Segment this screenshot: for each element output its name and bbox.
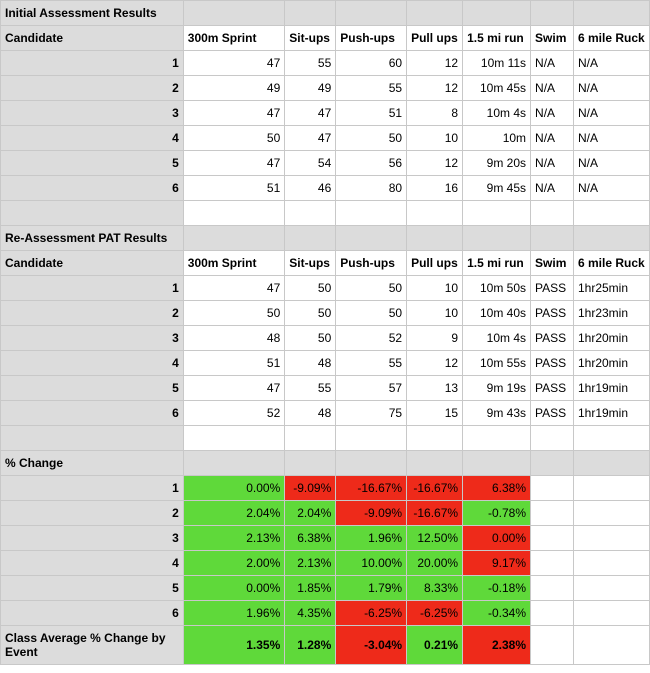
reassess-cell[interactable]: 10m 50s: [463, 276, 531, 301]
change-row: [1, 501, 650, 526]
candidate-number[interactable]: 5: [1, 576, 184, 601]
empty-cell[interactable]: [1, 201, 184, 226]
empty-cell[interactable]: [573, 626, 649, 665]
spacer-row: [1, 426, 650, 451]
change-cell[interactable]: 2.13%: [183, 526, 285, 551]
initial-cell[interactable]: N/A: [573, 51, 649, 76]
empty-cell[interactable]: [531, 426, 574, 451]
candidate-number[interactable]: 5: [1, 151, 184, 176]
initial-cell[interactable]: 9m 45s: [463, 176, 531, 201]
initial-row: [1, 176, 650, 201]
change-cell[interactable]: 2.13%: [285, 551, 336, 576]
empty-cell[interactable]: [183, 226, 285, 251]
empty-cell[interactable]: [573, 1, 649, 26]
empty-cell[interactable]: [183, 1, 285, 26]
empty-cell[interactable]: [407, 1, 463, 26]
change-cell[interactable]: -0.34%: [463, 601, 531, 626]
change-cell[interactable]: 0.00%: [183, 476, 285, 501]
reassess-cell[interactable]: 10m 40s: [463, 301, 531, 326]
initial-cell[interactable]: N/A: [531, 51, 574, 76]
reassess-cell[interactable]: 52: [183, 401, 285, 426]
change-row: [1, 526, 650, 551]
change-title[interactable]: % Change: [1, 451, 184, 476]
candidate-number[interactable]: 1: [1, 276, 184, 301]
initial-cell[interactable]: N/A: [531, 76, 574, 101]
empty-cell[interactable]: [407, 201, 463, 226]
initial-cell[interactable]: 10m: [463, 126, 531, 151]
reassess-cell[interactable]: 10: [407, 301, 463, 326]
initial-cell[interactable]: 10m 4s: [463, 101, 531, 126]
reassess-cell[interactable]: 1hr19min: [573, 376, 649, 401]
reassess-cell[interactable]: 10m 55s: [463, 351, 531, 376]
reassess-cell[interactable]: 13: [407, 376, 463, 401]
initial-cell[interactable]: 55: [336, 76, 407, 101]
reassess-cell[interactable]: 15: [407, 401, 463, 426]
empty-cell[interactable]: [573, 226, 649, 251]
reassess-cell[interactable]: 52: [336, 326, 407, 351]
reassess-cell[interactable]: 1hr20min: [573, 326, 649, 351]
initial-cell[interactable]: N/A: [573, 76, 649, 101]
reassess-header-2[interactable]: Sit-ups: [285, 251, 336, 276]
reassess-cell[interactable]: 1hr20min: [573, 351, 649, 376]
initial-cell[interactable]: N/A: [573, 176, 649, 201]
initial-cell[interactable]: N/A: [531, 101, 574, 126]
initial-cell[interactable]: 10m 45s: [463, 76, 531, 101]
initial-cell[interactable]: 50: [336, 126, 407, 151]
empty-cell[interactable]: [183, 201, 285, 226]
change-cell[interactable]: 9.17%: [463, 551, 531, 576]
initial-cell[interactable]: 80: [336, 176, 407, 201]
initial-cell[interactable]: 46: [285, 176, 336, 201]
initial-row: [1, 126, 650, 151]
spacer-row: [1, 201, 650, 226]
change-cell[interactable]: 4.35%: [285, 601, 336, 626]
initial-cell[interactable]: 49: [183, 76, 285, 101]
change-row: [1, 601, 650, 626]
change-cell[interactable]: 10.00%: [336, 551, 407, 576]
empty-cell[interactable]: [285, 1, 336, 26]
reassess-row: [1, 301, 650, 326]
reassess-cell[interactable]: 50: [336, 301, 407, 326]
candidate-number[interactable]: 1: [1, 476, 184, 501]
change-cell[interactable]: -6.25%: [407, 601, 463, 626]
reassess-cell[interactable]: 12: [407, 351, 463, 376]
reassess-cell[interactable]: 47: [183, 376, 285, 401]
initial-cell[interactable]: N/A: [531, 176, 574, 201]
initial-cell[interactable]: 49: [285, 76, 336, 101]
reassess-cell[interactable]: 57: [336, 376, 407, 401]
initial-cell[interactable]: 47: [183, 151, 285, 176]
average-cell[interactable]: 2.38%: [463, 626, 531, 665]
empty-cell[interactable]: [285, 201, 336, 226]
reassess-cell[interactable]: 9m 43s: [463, 401, 531, 426]
initial-cell[interactable]: N/A: [531, 126, 574, 151]
empty-cell[interactable]: [573, 551, 649, 576]
empty-cell[interactable]: [573, 526, 649, 551]
reassess-cell[interactable]: 48: [285, 401, 336, 426]
change-cell[interactable]: -0.78%: [463, 501, 531, 526]
initial-cell[interactable]: 12: [407, 51, 463, 76]
empty-cell[interactable]: [573, 426, 649, 451]
candidate-number[interactable]: 2: [1, 501, 184, 526]
initial-cell[interactable]: 60: [336, 51, 407, 76]
reassess-cell[interactable]: 48: [183, 326, 285, 351]
reassess-header-row: [1, 251, 650, 276]
initial-cell[interactable]: N/A: [573, 101, 649, 126]
initial-cell[interactable]: 10m 11s: [463, 51, 531, 76]
initial-title-row: [1, 1, 650, 26]
empty-cell[interactable]: [531, 1, 574, 26]
change-cell[interactable]: 6.38%: [285, 526, 336, 551]
change-cell[interactable]: 2.04%: [183, 501, 285, 526]
reassess-cell[interactable]: 1hr19min: [573, 401, 649, 426]
reassess-header-3[interactable]: Push-ups: [336, 251, 407, 276]
empty-cell[interactable]: [285, 426, 336, 451]
initial-cell[interactable]: 47: [285, 101, 336, 126]
empty-cell[interactable]: [407, 451, 463, 476]
change-cell[interactable]: 20.00%: [407, 551, 463, 576]
empty-cell[interactable]: [463, 451, 531, 476]
reassess-cell[interactable]: 55: [285, 376, 336, 401]
reassess-cell[interactable]: 9: [407, 326, 463, 351]
reassess-cell[interactable]: 50: [285, 301, 336, 326]
empty-cell[interactable]: [573, 451, 649, 476]
change-cell[interactable]: 1.96%: [183, 601, 285, 626]
initial-cell[interactable]: 54: [285, 151, 336, 176]
empty-cell[interactable]: [463, 201, 531, 226]
candidate-number[interactable]: 4: [1, 551, 184, 576]
candidate-number[interactable]: 2: [1, 301, 184, 326]
empty-cell[interactable]: [285, 226, 336, 251]
candidate-number[interactable]: 4: [1, 126, 184, 151]
reassess-row: [1, 351, 650, 376]
change-row: [1, 551, 650, 576]
reassess-row: [1, 376, 650, 401]
initial-cell[interactable]: N/A: [573, 151, 649, 176]
empty-cell[interactable]: [336, 201, 407, 226]
change-title-row: [1, 451, 650, 476]
empty-cell[interactable]: [407, 226, 463, 251]
average-label[interactable]: Class Average % Change by Event: [1, 626, 184, 665]
change-cell[interactable]: -6.25%: [336, 601, 407, 626]
reassess-cell[interactable]: 9m 19s: [463, 376, 531, 401]
change-cell[interactable]: 8.33%: [407, 576, 463, 601]
initial-cell[interactable]: N/A: [531, 151, 574, 176]
empty-cell[interactable]: [573, 576, 649, 601]
reassess-row: [1, 326, 650, 351]
initial-cell[interactable]: 9m 20s: [463, 151, 531, 176]
initial-cell[interactable]: 51: [336, 101, 407, 126]
change-cell[interactable]: -0.18%: [463, 576, 531, 601]
reassess-cell[interactable]: 50: [285, 276, 336, 301]
change-cell[interactable]: 6.38%: [463, 476, 531, 501]
reassess-cell[interactable]: 50: [336, 276, 407, 301]
reassess-cell[interactable]: 50: [183, 301, 285, 326]
change-cell[interactable]: -9.09%: [336, 501, 407, 526]
initial-header-5[interactable]: 1.5 mi run: [463, 26, 531, 51]
reassess-header-1[interactable]: 300m Sprint: [183, 251, 285, 276]
reassess-header-5[interactable]: 1.5 mi run: [463, 251, 531, 276]
empty-cell[interactable]: [463, 226, 531, 251]
reassess-cell[interactable]: 48: [285, 351, 336, 376]
candidate-number[interactable]: 1: [1, 51, 184, 76]
average-cell[interactable]: -3.04%: [336, 626, 407, 665]
candidate-number[interactable]: 3: [1, 526, 184, 551]
candidate-number[interactable]: 6: [1, 401, 184, 426]
reassess-cell[interactable]: 10m 4s: [463, 326, 531, 351]
reassess-cell[interactable]: 1hr23min: [573, 301, 649, 326]
empty-cell[interactable]: [336, 1, 407, 26]
initial-cell[interactable]: N/A: [573, 126, 649, 151]
initial-header-2[interactable]: Sit-ups: [285, 26, 336, 51]
initial-cell[interactable]: 47: [285, 126, 336, 151]
empty-cell[interactable]: [531, 226, 574, 251]
candidate-number[interactable]: 6: [1, 601, 184, 626]
empty-cell[interactable]: [531, 476, 574, 501]
change-cell[interactable]: -16.67%: [407, 476, 463, 501]
reassess-cell[interactable]: PASS: [531, 376, 574, 401]
reassess-title[interactable]: Re-Assessment PAT Results: [1, 226, 184, 251]
empty-cell[interactable]: [463, 426, 531, 451]
average-cell[interactable]: 1.28%: [285, 626, 336, 665]
initial-header-7[interactable]: 6 mile Ruck: [573, 26, 649, 51]
reassess-header-7[interactable]: 6 mile Ruck: [573, 251, 649, 276]
empty-cell[interactable]: [336, 451, 407, 476]
reassess-header-0[interactable]: Candidate: [1, 251, 184, 276]
candidate-number[interactable]: 2: [1, 76, 184, 101]
initial-header-1[interactable]: 300m Sprint: [183, 26, 285, 51]
change-cell[interactable]: 2.00%: [183, 551, 285, 576]
reassess-cell[interactable]: 55: [336, 351, 407, 376]
average-cell[interactable]: 0.21%: [407, 626, 463, 665]
empty-cell[interactable]: [531, 201, 574, 226]
reassess-cell[interactable]: 10: [407, 276, 463, 301]
initial-cell[interactable]: 8: [407, 101, 463, 126]
candidate-number[interactable]: 5: [1, 376, 184, 401]
initial-title[interactable]: Initial Assessment Results: [1, 1, 184, 26]
initial-cell[interactable]: 16: [407, 176, 463, 201]
change-cell[interactable]: 1.96%: [336, 526, 407, 551]
empty-cell[interactable]: [336, 226, 407, 251]
empty-cell[interactable]: [336, 426, 407, 451]
reassess-cell[interactable]: 51: [183, 351, 285, 376]
empty-cell[interactable]: [531, 526, 574, 551]
change-row: [1, 576, 650, 601]
empty-cell[interactable]: [531, 576, 574, 601]
change-cell[interactable]: 1.79%: [336, 576, 407, 601]
change-cell[interactable]: 2.04%: [285, 501, 336, 526]
reassess-cell[interactable]: 50: [285, 326, 336, 351]
reassess-cell[interactable]: PASS: [531, 301, 574, 326]
average-cell[interactable]: 1.35%: [183, 626, 285, 665]
reassess-row: [1, 276, 650, 301]
reassess-row: [1, 401, 650, 426]
initial-cell[interactable]: 51: [183, 176, 285, 201]
initial-row: [1, 151, 650, 176]
empty-cell[interactable]: [531, 551, 574, 576]
empty-cell[interactable]: [531, 451, 574, 476]
initial-header-6[interactable]: Swim: [531, 26, 574, 51]
empty-cell[interactable]: [531, 601, 574, 626]
empty-cell[interactable]: [573, 476, 649, 501]
reassess-cell[interactable]: PASS: [531, 401, 574, 426]
empty-cell[interactable]: [573, 601, 649, 626]
empty-cell[interactable]: [531, 501, 574, 526]
initial-cell[interactable]: 47: [183, 51, 285, 76]
change-cell[interactable]: -9.09%: [285, 476, 336, 501]
change-cell[interactable]: 0.00%: [463, 526, 531, 551]
reassess-cell[interactable]: 47: [183, 276, 285, 301]
reassess-cell[interactable]: PASS: [531, 351, 574, 376]
initial-row: [1, 51, 650, 76]
initial-cell[interactable]: 56: [336, 151, 407, 176]
change-cell[interactable]: -16.67%: [407, 501, 463, 526]
initial-row: [1, 101, 650, 126]
candidate-number[interactable]: 4: [1, 351, 184, 376]
change-cell[interactable]: 1.85%: [285, 576, 336, 601]
initial-cell[interactable]: 12: [407, 76, 463, 101]
candidate-number[interactable]: 3: [1, 101, 184, 126]
empty-cell[interactable]: [573, 501, 649, 526]
candidate-number[interactable]: 6: [1, 176, 184, 201]
change-row: [1, 476, 650, 501]
empty-cell[interactable]: [183, 451, 285, 476]
reassess-header-4[interactable]: Pull ups: [407, 251, 463, 276]
initial-header-4[interactable]: Pull ups: [407, 26, 463, 51]
empty-cell[interactable]: [1, 426, 184, 451]
initial-cell[interactable]: 10: [407, 126, 463, 151]
reassess-cell[interactable]: 1hr25min: [573, 276, 649, 301]
change-cell[interactable]: -16.67%: [336, 476, 407, 501]
empty-cell[interactable]: [531, 626, 574, 665]
empty-cell[interactable]: [463, 1, 531, 26]
reassess-cell[interactable]: PASS: [531, 326, 574, 351]
reassess-title-row: [1, 226, 650, 251]
candidate-number[interactable]: 3: [1, 326, 184, 351]
change-cell[interactable]: 0.00%: [183, 576, 285, 601]
reassess-cell[interactable]: 75: [336, 401, 407, 426]
initial-cell[interactable]: 50: [183, 126, 285, 151]
initial-header-0[interactable]: Candidate: [1, 26, 184, 51]
initial-cell[interactable]: 12: [407, 151, 463, 176]
initial-header-row: [1, 26, 650, 51]
reassess-header-6[interactable]: Swim: [531, 251, 574, 276]
empty-cell[interactable]: [573, 201, 649, 226]
empty-cell[interactable]: [183, 426, 285, 451]
change-cell[interactable]: 12.50%: [407, 526, 463, 551]
empty-cell[interactable]: [285, 451, 336, 476]
reassess-cell[interactable]: PASS: [531, 276, 574, 301]
initial-cell[interactable]: 55: [285, 51, 336, 76]
initial-header-3[interactable]: Push-ups: [336, 26, 407, 51]
empty-cell[interactable]: [407, 426, 463, 451]
initial-row: [1, 76, 650, 101]
initial-cell[interactable]: 47: [183, 101, 285, 126]
average-row: [1, 626, 650, 665]
